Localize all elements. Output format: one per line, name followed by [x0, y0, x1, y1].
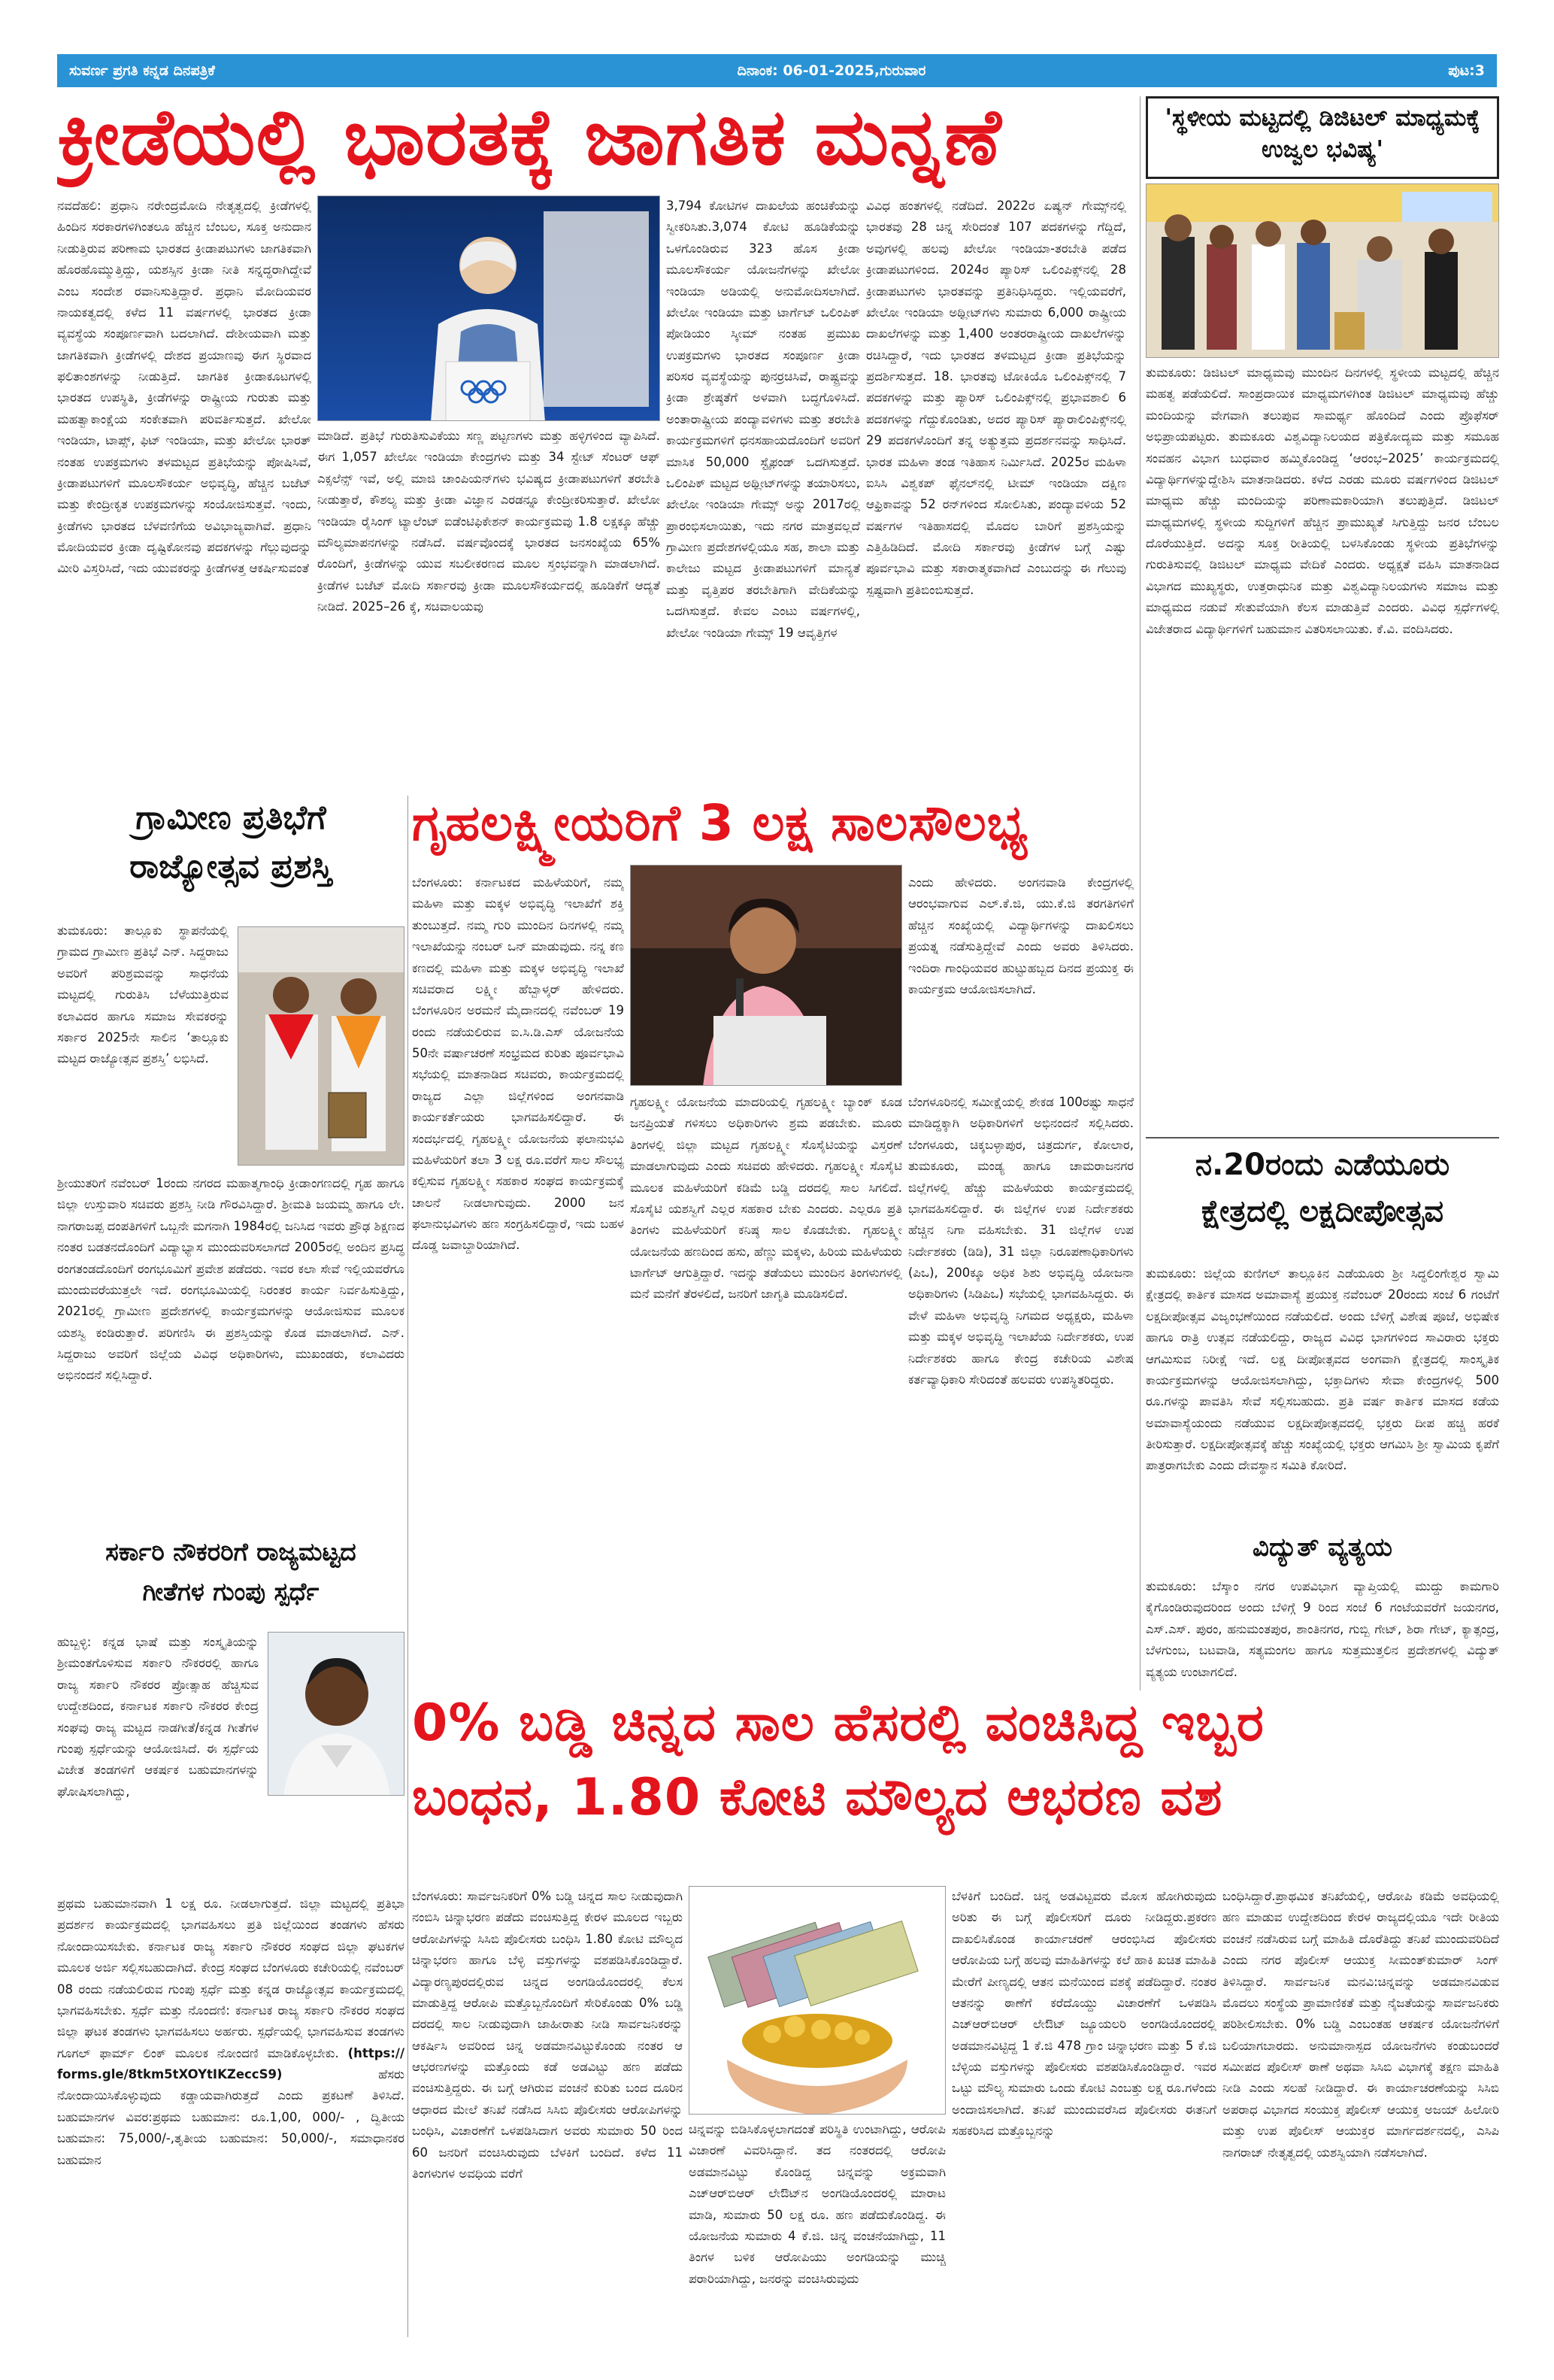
- photo-digital-event: [1146, 183, 1499, 358]
- sports-column-2: ಮಾಡಿದೆ. ಪ್ರತಿಭೆ ಗುರುತಿಸುವಿಕೆಯು ಸಣ್ಣ ಪಟ್ಟಣಗಳು ಮತ್ತು ಹಳ್ಳಿಗಳಿಂದ ವ್ಯಾಪಿಸಿದೆ. ಈಗ 1,057 ಖೇಲೋ ಇಂಡಿಯಾ ಕೇಂದ್ರಗಳು ಮತ್ತು 34 ಸ್ಟೇಟ್ ಸೆಂಟರ್ ಆಫ್ ಎಕ್ಸಲೆನ್ಸ್ ಇವೆ, ಅಲ್ಲಿ ಮಾಜಿ ಚಾಂಪಿಯನ್‌ಗಳು ಭವಿಷ್ಯದ ಕ್ರೀಡಾಪಟುಗಳಿಗೆ ತರಬೇತಿ ನೀಡುತ್ತಾರೆ, ಕೌಶಲ್ಯ ಮತ್ತು ಕ್ರೀಡಾ ವಿಜ್ಞಾನ ಎರಡನ್ನೂ ಕೇಂದ್ರೀಕರಿಸುತ್ತಾರೆ. ಖೇಲೋ ಇಂಡಿಯಾ ರೈಸಿಂಗ್ ಟ್ಯಾಲೆಂಟ್ ಐಡೆಂಟಿಫಿಕೇಶನ್ ಕಾರ್ಯಕ್ರಮವು 1.8 ಲಕ್ಷಕ್ಕೂ ಹೆಚ್ಚು ಮೌಲ್ಯಮಾಪನಗಳನ್ನು ನಡೆಸಿದೆ. ವರ್ಷವೊಂದಕ್ಕೆ ಭಾರತದ ಜನಸಂಖ್ಯೆಯ 65% ರೊಂದಿಗೆ, ಕ್ರೀಡೆಗಳನ್ನು ಯುವ ಸಬಲೀಕರಣದ ಮೂಲ ಸ್ತಂಭವನ್ನಾಗಿ ಮಾಡಲಾಗಿದೆ. ಕ್ರೀಡೆಗಳ ಬಜೆಟ್ ಮೋದಿ ಸರ್ಕಾರವು ಕ್ರೀಡಾ ಮೂಲಸೌಕರ್ಯದಲ್ಲಿ ಹೂಡಿಕೆಗೆ ಆದ್ಯತೆ ನೀಡಿದೆ. 2025–26 ಕ್ಕೆ, ಸಚಿವಾಲಯವು: [317, 429, 660, 614]
- gold-column-4: ಬಂಧಿಸಿದ್ದಾರೆ.ಪ್ರಾಥಮಿಕ ತನಿಖೆಯಲ್ಲಿ, ಆರೋಪಿ ಕಡಿಮೆ ಅವಧಿಯಲ್ಲಿ ಹಣ ಮಾಡುವ ಉದ್ದೇಶದಿಂದ ಕೇರಳ ರಾಜ್ಯದಲ್ಲಿಯೂ ಇದೇ ರೀತಿಯ ವಂಚನೆ ನಡೆಸಿರುವ ಬಗ್ಗೆ ಮಾಹಿತಿ ದೊರೆತಿದ್ದು ತನಿಖೆ ಮುಂದುವರಿದಿದೆ ಎಂದು ನಗರ ಪೊಲೀಸ್ ಆಯುಕ್ತ ಸೀಮಂತ್‌ಕುಮಾರ್ ಸಿಂಗ್ ತಿಳಿಸಿದ್ದಾರೆ. ಸಾರ್ವಜನಿಕ ಮನವಿ:ಚಿನ್ನವನ್ನು ಅಡಮಾನವಿಡುವ ಮೊದಲು ಸಂಸ್ಥೆಯ ಪ್ರಾಮಾಣಿಕತೆ ಮತ್ತು ನೈಜತೆಯನ್ನು ಸಾರ್ವಜನಿಕರು ಪರಿಶೀಲಿಸಬೇಕು. 0% ಬಡ್ಡಿ ಎಂಬಂತಹ ಆಕರ್ಷಕ ಯೋಜನೆಗಳಿಗೆ ಬಲಿಯಾಗಬಾರದು. ಅನುಮಾನಾಸ್ಪದ ಯೋಜನೆಗಳು ಕಂಡುಬಂದರೆ ಸಮೀಪದ ಪೊಲೀಸ್ ಠಾಣೆ ಅಥವಾ ಸಿಸಿಬಿ ವಿಭಾಗಕ್ಕೆ ತಕ್ಷಣ ಮಾಹಿತಿ ನೀಡಿ ಎಂದು ಸಲಹೆ ನೀಡಿದ್ದಾರೆ. ಈ ಕಾರ್ಯಾಚರಣೆಯನ್ನು ಸಿಸಿಬಿ ಅಪರಾಧ ವಿಭಾಗದ ಸಂಯುಕ್ತ ಪೊಲೀಸ್ ಆಯುಕ್ತ ಅಜಯ್ ಹಿಲೋರಿ ಮತ್ತು ಉಪ ಪೊಲೀಸ್ ಆಯುಕ್ತರ ಮಾರ್ಗದರ್ಶನದಲ್ಲಿ, ಎಸಿಪಿ ನಾಗರಾಜ್ ನೇತೃತ್ವದಲ್ಲಿ ಯಶಸ್ವಿಯಾಗಿ ನಡೆಸಲಾಗಿದೆ.: [1222, 1889, 1499, 2160]
- power-column: ತುಮಕೂರು: ಬೆಸ್ಕಾಂ ನಗರ ಉಪವಿಭಾಗ ವ್ಯಾಪ್ತಿಯಲ್ಲಿ ಮುದ್ದು ಕಾಮಗಾರಿ ಕೈಗೊಂಡಿರುವುದರಿಂದ ಅಂದು ಬೆಳಿಗ್ಗೆ 9 ರಿಂದ ಸಂಜೆ 6 ಗಂಟೆಯವರೆಗೆ ಜಯನಗರ, ಎಸ್.ಎಸ್. ಪುರಂ, ಹನುಮಂತಪುರ, ಶಾಂತಿನಗರ, ಗುಬ್ಬಿ ಗೇಟ್, ಶಿರಾ ಗೇಟ್, ಕ್ಯಾತ್ಸಂದ್ರ, ಬೆಳಗುಂಬ, ಬಟವಾಡಿ, ಸತ್ಯಮಂಗಲ ಹಾಗೂ ಸುತ್ತಮುತ್ತಲಿನ ಪ್ರದೇಶಗಳಲ್ಲಿ ವಿದ್ಯುತ್ ವ್ಯತ್ಯಯ ಉಂಟಾಗಲಿದೆ.: [1146, 1579, 1499, 1679]
- headline-yediyur: ನ.20ರಂದು ಎಡೆಯೂರು ಕ್ಷೇತ್ರದಲ್ಲಿ ಲಕ್ಷದೀಪೋತ್ಸವ: [1195, 1148, 1450, 1229]
- minister-speech-image: [631, 866, 902, 1086]
- headline-power: ವಿದ್ಯುತ್ ವ್ಯತ್ಯಯ: [1253, 1533, 1392, 1563]
- gold-column-1: ಬೆಂಗಳೂರು: ಸಾರ್ವಜನಿಕರಿಗೆ 0% ಬಡ್ಡಿ ಚಿನ್ನದ ಸಾಲ ನೀಡುವುದಾಗಿ ನಂಬಿಸಿ ಚಿನ್ನಾಭರಣ ಪಡೆದು ವಂಚಿಸುತ್ತಿದ್ದ ಕೇರಳ ಮೂಲದ ಇಬ್ಬರು ಆರೋಪಿಗಳನ್ನು ಸಿಸಿಬಿ ಪೊಲೀಸರು ಬಂಧಿಸಿ 1.80 ಕೋಟಿ ಮೌಲ್ಯದ ಚಿನ್ನಾಭರಣ ಹಾಗೂ ಬೆಳ್ಳಿ ವಸ್ತುಗಳನ್ನು ವಶಪಡಿಸಿಕೊಂಡಿದ್ದಾರೆ. ವಿದ್ಯಾರಣ್ಯಪುರದಲ್ಲಿರುವ ಚಿನ್ನದ ಅಂಗಡಿಯೊಂದರಲ್ಲಿ ಕೆಲಸ ಮಾಡುತ್ತಿದ್ದ ಆರೋಪಿ ಮತ್ತೊಬ್ಬನೊಂದಿಗೆ ಸೇರಿಕೊಂಡು 0% ಬಡ್ಡಿ ದರದಲ್ಲಿ ಸಾಲ ನೀಡುವುದಾಗಿ ಜಾಹೀರಾತು ನೀಡಿ ಸಾರ್ವಜನಿಕರನ್ನು ಆಕರ್ಷಿಸಿ ಅವರಿಂದ ಚಿನ್ನ ಅಡಮಾನವಿಟ್ಟುಕೊಂಡು ನಂತರ ಆ ಆಭರಣಗಳನ್ನು ಮತ್ತೊಂದು ಕಡೆ ಅಡವಿಟ್ಟು ಹಣ ಪಡೆದು ವಂಚಿಸುತ್ತಿದ್ದರು. ಈ ಬಗ್ಗೆ ಆಗಿರುವ ವಂಚನೆ ಕುರಿತು ಬಂದ ದೂರಿನ ಆಧಾರದ ಮೇಲೆ ತನಿಖೆ ನಡೆಸಿದ ಸಿಸಿಬಿ ಪೊಲೀಸರು ಆರೋಪಿಗಳನ್ನು ಬಂಧಿಸಿ, ವಿಚಾರಣೆಗೆ ಒಳಪಡಿಸಿದಾಗ ಅವರು ಸುಮಾರು 50 ರಿಂದ 60 ಜನರಿಗೆ ವಂಚಿಸಿರುವುದು ಬೆಳಕಿಗೆ ಬಂದಿದೆ. ಕಳೆದ 11 ತಿಂಗಳುಗಳ ಅವಧಿಯ ವರೆಗೆ: [412, 1889, 683, 2181]
- paper-name: ಸುವರ್ಣ ಪ್ರಗತಿ ಕನ್ನಡ ದಿನಪತ್ರಿಕೆ: [69, 62, 215, 79]
- village-column-left: ತುಮಕೂರು: ತಾಲ್ಲೂಕು ಸ್ಥಾಪನೆಯಲ್ಲಿ ಗ್ರಾಮದ ಗ್ರಾಮೀಣ ಪ್ರತಿಭೆ ಎನ್. ಸಿದ್ದರಾಜು ಅವರಿಗೆ ಪರಿಶ್ರಮವನ್ನು ಸಾಧನೆಯ ಮಟ್ಟದಲ್ಲಿ ಗುರುತಿಸಿ ಬೆಳೆಯುತ್ತಿರುವ ಕಲಾವಿದರ ಹಾಗೂ ಸಮಾಜ ಸೇವಕರನ್ನು ಸರ್ಕಾರ 2025ನೇ ಸಾಲಿನ ‘ತಾಲ್ಲೂಕು ಮಟ್ಟದ ರಾಜ್ಯೋತ್ಸವ ಪ್ರಶಸ್ತಿ’ ಲಭಿಸಿದೆ.: [57, 923, 229, 1066]
- loan-column-1: ಬೆಂಗಳೂರು: ಕರ್ನಾಟಕದ ಮಹಿಳೆಯರಿಗೆ, ನಮ್ಮ ಮಹಿಳಾ ಮತ್ತು ಮಕ್ಕಳ ಅಭಿವೃದ್ಧಿ ಇಲಾಖೆಗೆ ಶಕ್ತಿ ತುಂಬುತ್ತದೆ. ನಮ್ಮ ಗುರಿ ಮುಂದಿನ ದಿನಗಳಲ್ಲಿ ನಮ್ಮ ಇಲಾಖೆಯನ್ನು ನಂಬರ್ ಒನ್ ಮಾಡುವುದು. ನನ್ನ ಕಣ ಕಣದಲ್ಲಿ ಮಹಿಳಾ ಮತ್ತು ಮಕ್ಕಳ ಅಭಿವೃದ್ಧಿ ಇಲಾಖೆ ಸಚಿವರಾದ ಲಕ್ಷ್ಮೀ ಹೆಬ್ಬಾಳ್ಕರ್ ಹೇಳಿದರು. ಬೆಂಗಳೂರಿನ ಅರಮನೆ ಮೈದಾನದಲ್ಲಿ ನವೆಂಬರ್ 19 ರಂದು ನಡೆಯಲಿರುವ ಐ.ಸಿ.ಡಿ.ಎಸ್ ಯೋಜನೆಯ 50ನೇ ವರ್ಷಾಚರಣೆ ಸಂಭ್ರಮದ ಕುರಿತು ಪೂರ್ವಭಾವಿ ಸಭೆಯಲ್ಲಿ ಮಾತನಾಡಿದ ಸಚಿವರು, ಕಾರ್ಯಕ್ರಮದಲ್ಲಿ ರಾಜ್ಯದ ಎಲ್ಲಾ ಜಿಲ್ಲೆಗಳಿಂದ ಅಂಗನವಾಡಿ ಕಾರ್ಯಕರ್ತೆಯರು ಭಾಗವಹಿಸಲಿದ್ದಾರೆ. ಈ ಸಂದರ್ಭದಲ್ಲಿ ಗೃಹಲಕ್ಷ್ಮೀ ಯೋಜನೆಯ ಫಲಾನುಭವಿ ಮಹಿಳೆಯರಿಗೆ ತಲಾ 3 ಲಕ್ಷ ರೂ.ವರೆಗೆ ಸಾಲ ಸೌಲಭ್ಯ ಕಲ್ಪಿಸುವ ಗೃಹಲಕ್ಷ್ಮೀ ಸಹಕಾರ ಸಂಘದ ಕಾರ್ಯಕ್ರಮಕ್ಕೆ ಚಾಲನೆ ನೀಡಲಾಗುವುದು. 2000 ಜನ ಫಲಾನುಭವಿಗಳು ಹಣ ಸಂಗ್ರಹಿಸಲಿದ್ದಾರೆ, ಇದು ಬಹಳ ದೊಡ್ಡ ಜವಾಬ್ದಾರಿಯಾಗಿದೆ.: [412, 875, 624, 1253]
- page-number: ಪುಟ:3: [1448, 62, 1485, 79]
- photo-minister-speech: [630, 865, 902, 1086]
- sports-column-1: ನವದೆಹಲಿ: ಪ್ರಧಾನಿ ನರೇಂದ್ರಮೋದಿ ನೇತೃತ್ವದಲ್ಲಿ ಕ್ರೀಡೆಗಳಲ್ಲಿ ಹಿಂದಿನ ಸರಕಾರಗಳಿಗಿಂತಲೂ ಹೆಚ್ಚಿನ ಬೆಂಬಲ, ಸೂಕ್ತ ಅನುದಾನ ನೀಡುತ್ತಿರುವ ಪರಿಣಾಮ ಭಾರತದ ಕ್ರೀಡಾಪಟುಗಳು ಜಾಗತಿಕವಾಗಿ ಹೊರಹೊಮ್ಮುತ್ತಿದ್ದು, ಯಶಸ್ಸಿನ ಕ್ರೀಡಾ ನೀತಿ ಸನ್ನದ್ಧರಾಗಿದ್ದೇವೆ ಎಂಬ ಸಂದೇಶ ರವಾನಿಸುತ್ತಿದ್ದಾರೆ. ಪ್ರಧಾನಿ ಮೋದಿಯವರ ನಾಯಕತ್ವದಲ್ಲಿ ಕಳೆದ 11 ವರ್ಷಗಳಲ್ಲಿ ಭಾರತದ ಕ್ರೀಡಾ ವ್ಯವಸ್ಥೆಯ ಸಂಪೂರ್ಣವಾಗಿ ಬದಲಾಗಿದೆ. ದೇಶೀಯವಾಗಿ ಮತ್ತು ಜಾಗತಿಕವಾಗಿ ಕ್ರೀಡೆಗಳಲ್ಲಿ ದೇಶದ ಪ್ರಯಾಣವು ಈಗ ಸ್ಥಿರವಾದ ಫಲಿತಾಂಶಗಳನ್ನು ನೀಡುತ್ತಿದೆ. ಜಾಗತಿಕ ಕ್ರೀಡಾಕೂಟಗಳಲ್ಲಿ ಭಾರತದ ಉಪಸ್ಥಿತಿ, ಕ್ರೀಡೆಗಳನ್ನು ರಾಷ್ಟ್ರೀಯ ಗುರುತು ಮತ್ತು ಮಹತ್ವಾಕಾಂಕ್ಷೆಯ ಸಂಕೇತವಾಗಿ ಪರಿವರ್ತಿಸುತ್ತದೆ. ಖೇಲೋ ಇಂಡಿಯಾ, ಟಾಪ್ಸ್, ಫಿಟ್ ಇಂಡಿಯಾ, ಮತ್ತು ಖೇಲೋ ಭಾರತ್ ನಂತಹ ಉಪಕ್ರಮಗಳು ತಳಮಟ್ಟದ ಪ್ರತಿಭೆಯನ್ನು ಪೋಷಿಸಿವೆ, ಕ್ರೀಡಾಪಟುಗಳಿಗೆ ಮೂಲಸೌಕರ್ಯ ಅಭಿವೃದ್ಧಿ, ಹೆಚ್ಚಿನ ಬಜೆಟ್ ಮತ್ತು ಕೇಂದ್ರೀಕೃತ ಉಪಕ್ರಮಗಳನ್ನು ಸಂಯೋಜಿಸುತ್ತವೆ. ಇಂದು, ಕ್ರೀಡೆಗಳು ಭಾರತದ ಬೆಳವಣಿಗೆಯ ಅವಿಭಾಜ್ಯವಾಗಿವೆ. ಪ್ರಧಾನಿ ಮೋದಿಯವರ ಕ್ರೀಡಾ ದೃಷ್ಟಿಕೋನವು ಪದಕಗಳನ್ನು ಗೆಲ್ಲುವುದನ್ನು ಮೀರಿ ವಿಸ್ತರಿಸಿದೆ, ಇದು ಯುವಕರನ್ನು ಕ್ರೀಡೆಗಳತ್ತ ಆಕರ್ಷಿಸುವಂತೆ: [57, 199, 311, 576]
- column-rule: [407, 796, 408, 2337]
- gold-column-2-bottom: ಚಿನ್ನವನ್ನು ಬಿಡಿಸಿಕೊಳ್ಳಲಾಗದಂತೆ ಪರಿಸ್ಥಿತಿ ಉಂಟಾಗಿದ್ದು, ಆರೋಪಿ ವಿಚಾರಣೆ ವಿವರಿಸಿದ್ದಾನೆ. ತದ ನಂತರದಲ್ಲಿ ಆರೋಪಿ ಅಡಮಾನವಿಟ್ಟು ಕೊಂಡಿದ್ದ ಚಿನ್ನವನ್ನು ಅಕ್ರಮವಾಗಿ ಎಚ್‌ಆರ್‌ಬಿಆರ್ ಲೇಔಟ್‌ನ ಅಂಗಡಿಯೊಂದರಲ್ಲಿ ಮಾರಾಟ ಮಾಡಿ, ಸುಮಾರು 50 ಲಕ್ಷ ರೂ. ಹಣ ಪಡೆದುಕೊಂಡಿದ್ದ. ಈ ಯೋಜನೆಯ ಸುಮಾರು 4 ಕೆ.ಜಿ. ಚಿನ್ನ ವಂಚನೆಯಾಗಿದ್ದು, 11 ತಿಂಗಳ ಬಳಿಕ ಆರೋಪಿಯು ಅಂಗಡಿಯನ್ನು ಮುಚ್ಚಿ ಪರಾರಿಯಾಗಿದ್ದು, ಜನರನ್ನು ವಂಚಿಸಿರುವುದು: [689, 2122, 946, 2286]
- masthead-bar: [57, 54, 1497, 87]
- headline-loan: ಗೃಹಲಕ್ಷ್ಮೀಯರಿಗೆ 3 ಲಕ್ಷ ಸಾಲಸೌಲಭ್ಯ: [412, 797, 1028, 852]
- divider-yediyur: [1146, 1137, 1499, 1138]
- headline-govtjob: ಸರ್ಕಾರಿ ನೌಕರರಿಗೆ ರಾಜ್ಯಮಟ್ಟದ ಗೀತೆಗಳ ಗುಂಪು ಸ್ಪರ್ಧೆ: [105, 1537, 356, 1606]
- digital-event-image: [1147, 184, 1499, 358]
- loan-column-2-top: ಎಂದು ಹೇಳಿದರು. ಅಂಗನವಾಡಿ ಕೇಂದ್ರಗಳಲ್ಲಿ ಆರಂಭವಾಗುವ ಎಲ್.ಕೆ.ಜಿ, ಯು.ಕೆ.ಜಿ ತರಗತಿಗಳಿಗೆ ಹೆಚ್ಚಿನ ಸಂಖ್ಯೆಯಲ್ಲಿ ವಿದ್ಯಾರ್ಥಿಗಳನ್ನು ದಾಖಲಿಸಲು ಪ್ರಯತ್ನ ನಡೆಸುತ್ತಿದ್ದೇವೆ ಎಂದು ಅವರು ತಿಳಿಸಿದರು. ಇಂದಿರಾ ಗಾಂಧಿಯವರ ಹುಟ್ಟುಹಬ್ಬದ ದಿನದ ಪ್ರಯುಕ್ತ ಈ ಕಾರ್ಯಕ್ರಮ ಆಯೋಜಿಸಲಾಗಿದೆ.: [908, 875, 1134, 996]
- village-award-image: [238, 927, 404, 1166]
- registration-link[interactable]: (https:// forms.gle/8tkm5tXOYtIKZeccS9): [57, 2045, 404, 2081]
- sports-column-3: 3,794 ಕೋಟಿಗಳ ದಾಖಲೆಯ ಹಂಚಿಕೆಯನ್ನು ಸ್ವೀಕರಿಸಿತು.3,074 ಕೋಟಿ ಹೂಡಿಕೆಯನ್ನು ಒಳಗೊಂಡಿರುವ 323 ಹೊಸ ಕ್ರೀಡಾ ಮೂಲಸೌಕರ್ಯ ಯೋಜನೆಗಳನ್ನು ಖೇಲೋ ಇಂಡಿಯಾ ಅಡಿಯಲ್ಲಿ ಅನುಮೋದಿಸಲಾಗಿದೆ. ಖೇಲೋ ಇಂಡಿಯಾ ಮತ್ತು ಟಾರ್ಗೆಟ್ ಒಲಿಂಪಿಕ್ ಪೋಡಿಯಂ ಸ್ಕೀಮ್ ನಂತಹ ಪ್ರಮುಖ ಉಪಕ್ರಮಗಳು ಭಾರತದ ಸಂಪೂರ್ಣ ಕ್ರೀಡಾ ಪರಿಸರ ವ್ಯವಸ್ಥೆಯನ್ನು ಪುನರ್ರಚಿಸಿವೆ, ರಾಷ್ಟ್ರವನ್ನು ಕ್ರೀಡಾ ಶ್ರೇಷ್ಠತೆಗೆ ಅಳವಾಗಿ ಬದ್ಧಗೊಳಿಸಿದೆ. ಅಂತಾರಾಷ್ಟ್ರೀಯ ಪಂದ್ಯಾವಳಿಗಳು ಮತ್ತು ತರಬೇತಿ ಕಾರ್ಯಕ್ರಮಗಳಿಗೆ ಧನಸಹಾಯದೊಂದಿಗೆ ಅವರಿಗೆ ಮಾಸಿಕ 50,000 ಸ್ಟೈಫಂಡ್ ಒದಗಿಸುತ್ತದೆ. ಒಲಿಂಪಿಕ್ ಮಟ್ಟದ ಅಥ್ಲೀಟ್‌ಗಳನ್ನು ತಯಾರಿಸಲು, ಖೇಲೋ ಇಂಡಿಯಾ ಗೇಮ್ಸ್ ಅನ್ನು 2017ರಲ್ಲಿ ಪ್ರಾರಂಭಿಸಲಾಯಿತು, ಇದು ನಗರ ಮಾತ್ರವಲ್ಲದೆ ಗ್ರಾಮೀಣ ಪ್ರದೇಶಗಳಲ್ಲಿಯೂ ಸಹ, ಶಾಲಾ ಮತ್ತು ಕಾಲೇಜು ಮಟ್ಟದ ಕ್ರೀಡಾಪಟುಗಳಿಗೆ ಮಾನ್ಯತೆ ಮತ್ತು ವೃತ್ತಿಪರ ತರಬೇತಿಗಾಗಿ ವೇದಿಕೆಯನ್ನು ಒದಗಿಸುತ್ತದೆ. ಕೇವಲ ಎಂಟು ವರ್ಷಗಳಲ್ಲಿ, ಖೇಲೋ ಇಂಡಿಯಾ ಗೇಮ್ಸ್ 19 ಆವೃತ್ತಿಗಳ: [666, 199, 860, 640]
- headline-village: ಗ್ರಾಮೀಣ ಪ್ರತಿಭೆಗೆ ರಾಜ್ಯೋತ್ಸವ ಪ್ರಶಸ್ತಿ: [129, 799, 332, 887]
- issue-date: ದಿನಾಂಕ: 06-01-2025,ಗುರುವಾರ: [737, 62, 926, 79]
- gold-cash-image: [689, 1887, 946, 2115]
- photo-govtjob-portrait: [268, 1632, 404, 1796]
- digital-column: ತುಮಕೂರು: ಡಿಜಿಟಲ್ ಮಾಧ್ಯಮವು ಮುಂದಿನ ದಿನಗಳಲ್ಲಿ ಸ್ಥಳೀಯ ಮಟ್ಟದಲ್ಲಿ ಹೆಚ್ಚಿನ ಮಹತ್ವ ಪಡೆಯಲಿದೆ. ಸಾಂಪ್ರದಾಯಿಕ ಮಾಧ್ಯಮಗಳಿಗಿಂತ ಡಿಜಿಟಲ್ ಮಾಧ್ಯಮವು ಹೆಚ್ಚು ಮಂದಿಯನ್ನು ವೇಗವಾಗಿ ತಲುಪುವ ಸಾಮರ್ಥ್ಯ ಹೊಂದಿದೆ ಎಂದು ಪ್ರೊಫೆಸರ್ ಅಭಿಪ್ರಾಯಪಟ್ಟರು. ತುಮಕೂರು ವಿಶ್ವವಿದ್ಯಾನಿಲಯದ ಪತ್ರಿಕೋದ್ಯಮ ಮತ್ತು ಸಮೂಹ ಸಂವಹನ ವಿಭಾಗ ಬುಧವಾರ ಹಮ್ಮಿಕೊಂಡಿದ್ದ ‘ಆರಂಭ–2025’ ಕಾರ್ಯಕ್ರಮದಲ್ಲಿ ವಿದ್ಯಾರ್ಥಿಗಳನ್ನುದ್ದೇಶಿಸಿ ಮಾತನಾಡಿದರು. ಕಳೆದ ಎರಡು ಮೂರು ವರ್ಷಗಳಿಂದ ಡಿಜಿಟಲ್ ಮಾಧ್ಯಮ ಹೆಚ್ಚು ಮಂದಿಯನ್ನು ಪರಿಣಾಮಕಾರಿಯಾಗಿ ತಲುಪುತ್ತಿದೆ. ಡಿಜಿಟಲ್ ಮಾಧ್ಯಮಗಳಲ್ಲಿ ಸ್ಥಳೀಯ ಸುದ್ದಿಗಳಿಗೆ ಹೆಚ್ಚಿನ ಪ್ರಾಮುಖ್ಯತೆ ಸಿಗುತ್ತಿದ್ದು ಜನರ ಬೆಂಬಲ ದೊರೆಯುತ್ತಿದೆ. ಅದನ್ನು ಸೂಕ್ತ ರೀತಿಯಲ್ಲಿ ಬಳಸಿಕೊಂಡು ಸ್ಥಳೀಯ ಪ್ರತಿಭೆಗಳನ್ನು ಗುರುತಿಸುವಲ್ಲಿ ಡಿಜಿಟಲ್ ಮಾಧ್ಯಮ ವೇದಿಕೆ ಎಂದರು. ಅಧ್ಯಕ್ಷತೆ ವಹಿಸಿ ಮಾತನಾಡಿದ ವಿಭಾಗದ ಮುಖ್ಯಸ್ಥರು, ಉತ್ತರಾಧುನಿಕ ಮತ್ತು ವಿಶ್ವವಿದ್ಯಾನಿಲಯಗಳು ಸಮಾಜ ಮತ್ತು ಮಾಧ್ಯಮದ ನಡುವೆ ಸೇತುವೆಯಾಗಿ ಕೆಲಸ ಮಾಡುತ್ತಿವೆ ಎಂದರು. ವಿವಿಧ ಸ್ಪರ್ಧೆಗಳಲ್ಲಿ ವಿಜೇತರಾದ ವಿದ್ಯಾರ್ಥಿಗಳಿಗೆ ಬಹುಮಾನ ವಿತರಿಸಲಾಯಿತು. ಕೆ.ವಿ. ವಂದಿಸಿದರು.: [1146, 365, 1499, 636]
- govtjob-column-left: ಹುಬ್ಬಳ್ಳಿ: ಕನ್ನಡ ಭಾಷೆ ಮತ್ತು ಸಂಸ್ಕೃತಿಯನ್ನು ಶ್ರೀಮಂತಗೊಳಿಸುವ ಸರ್ಕಾರಿ ನೌಕರರಲ್ಲಿ ಹಾಗೂ ರಾಜ್ಯ ಸರ್ಕಾರಿ ನೌಕರರ ಪ್ರೋತ್ಸಾಹ ಹೆಚ್ಚಿಸುವ ಉದ್ದೇಶದಿಂದ, ಕರ್ನಾಟಕ ಸರ್ಕಾರಿ ನೌಕರರ ಕೇಂದ್ರ ಸಂಘವು ರಾಜ್ಯ ಮಟ್ಟದ ನಾಡಗೀತೆ/ಕನ್ನಡ ಗೀತೆಗಳ ಗುಂಪು ಸ್ಪರ್ಧೆಯನ್ನು ಆಯೋಜಿಸಿದೆ. ಈ ಸ್ಪರ್ಧೆಯ ವಿಜೇತ ತಂಡಗಳಿಗೆ ಆಕರ್ಷಕ ಬಹುಮಾನಗಳನ್ನು ಘೋಷಿಸಲಾಗಿದ್ದು,: [57, 1635, 259, 1799]
- photo-pm-speech: [317, 196, 660, 421]
- govtjob-column-full: ಪ್ರಥಮ ಬಹುಮಾನವಾಗಿ 1 ಲಕ್ಷ ರೂ. ನೀಡಲಾಗುತ್ತದೆ. ಜಿಲ್ಲಾ ಮಟ್ಟದಲ್ಲಿ ಪ್ರತಿಭಾ ಪ್ರದರ್ಶನ ಕಾರ್ಯಕ್ರಮದಲ್ಲಿ ಭಾಗವಹಿಸಲು ಪ್ರತಿ ಜಿಲ್ಲೆಯಿಂದ ತಂಡಗಳು ಹೆಸರು ನೋಂದಾಯಿಸಬೇಕು. ಕರ್ನಾಟಕ ರಾಜ್ಯ ಸರ್ಕಾರಿ ನೌಕರರ ಸಂಘದ ಜಿಲ್ಲಾ ಘಟಕಗಳ ಮೂಲಕ ಅರ್ಜಿ ಸಲ್ಲಿಸಬಹುದಾಗಿದೆ. ಕೇಂದ್ರ ಸಂಘದ ಬೆಂಗಳೂರು ಕಚೇರಿಯಲ್ಲಿ ನವೆಂಬರ್ 08 ರಂದು ನಡೆಯಲಿರುವ ಗುಂಪು ಸ್ಪರ್ಧೆ ಮತ್ತು ಕನ್ನಡ ರಾಜ್ಯೋತ್ಸವ ಕಾರ್ಯಕ್ರಮದಲ್ಲಿ ಭಾಗವಹಿಸಬೇಕು. ಸ್ಪರ್ಧೆ ಮತ್ತು ನೊಂದಣಿ: ಕರ್ನಾಟಕ ರಾಜ್ಯ ಸರ್ಕಾರಿ ನೌಕರರ ಸಂಘದ ಜಿಲ್ಲಾ ಘಟಕ ತಂಡಗಳು ಭಾಗವಹಿಸಲು ಅರ್ಹರು. ಸ್ಪರ್ಧೆಯಲ್ಲಿ ಭಾಗವಹಿಸುವ ತಂಡಗಳು ಗೂಗಲ್ ಫಾರ್ಮ್ ಲಿಂಕ್ ಮೂಲಕ ನೋಂದಣಿ ಮಾಡಿಕೊಳ್ಳಬೇಕು. (https:// forms.gle/8tkm5tXOYtIKZeccS9) ಹೆಸರು ನೋಂದಾಯಿಸಿಕೊಳ್ಳುವುದು ಕಡ್ಡಾಯವಾಗಿರುತ್ತದೆ ಎಂದು ಪ್ರಕಟಣೆ ತಿಳಿಸಿದೆ. ಬಹುಮಾನಗಳ ವಿವರ:ಪ್ರಥಮ ಬಹುಮಾನ: ರೂ.1,00, 000/- , ದ್ವಿತೀಯ ಬಹುಮಾನ: 75,000/-,ತೃತೀಯ ಬಹುಮಾನ: 50,000/-, ಸಮಾಧಾನಕರ ಬಹುಮಾನ: [57, 1896, 404, 2167]
- column-rule: [1140, 96, 1141, 1690]
- photo-gold-cash: [689, 1886, 946, 2115]
- sports-column-4: ವಿವಿಧ ಹಂತಗಳಲ್ಲಿ ನಡೆದಿದೆ. 2022ರ ಏಷ್ಯನ್ ಗೇಮ್ಸ್‌ನಲ್ಲಿ ಭಾರತವು 28 ಚಿನ್ನ ಸೇರಿದಂತೆ 107 ಪದಕಗಳನ್ನು ಗೆದ್ದಿದೆ, ಅವುಗಳಲ್ಲಿ ಹಲವು ಖೇಲೋ ಇಂಡಿಯಾ-ತರಬೇತಿ ಪಡೆದ ಕ್ರೀಡಾಪಟುಗಳಿಂದ. 2024ರ ಪ್ಯಾರಿಸ್ ಒಲಿಂಪಿಕ್ಸ್‌ನಲ್ಲಿ 28 ಕ್ರೀಡಾಪಟುಗಳು ಭಾರತವನ್ನು ಪ್ರತಿನಿಧಿಸಿದ್ದರು. ಇಲ್ಲಿಯವರೆಗೆ, ಖೇಲೋ ಇಂಡಿಯಾ ಅಥ್ಲೀಟ್‌ಗಳು ಸುಮಾರು 6,000 ರಾಷ್ಟ್ರೀಯ ದಾಖಲೆಗಳನ್ನು ಮತ್ತು 1,400 ಅಂತರರಾಷ್ಟ್ರೀಯ ದಾಖಲೆಗಳನ್ನು ರಚಿಸಿದ್ದಾರೆ, ಇದು ಭಾರತದ ತಳಮಟ್ಟದ ಕ್ರೀಡಾ ಪ್ರತಿಭೆಯನ್ನು ಪ್ರದರ್ಶಿಸುತ್ತದೆ. 18. ಭಾರತವು ಟೋಕಿಯೊ ಒಲಿಂಪಿಕ್ಸ್‌ನಲ್ಲಿ 7 ಪದಕಗಳನ್ನು ಮತ್ತು ಪ್ಯಾರಿಸ್ ಒಲಿಂಪಿಕ್ಸ್‌ನಲ್ಲಿ ಪ್ರಭಾವಶಾಲಿ 6 ಪದಕಗಳನ್ನು ಗೆದ್ದುಕೊಂಡಿತು, ಅದರ ಪ್ಯಾರಿಸ್ ಪ್ಯಾರಾಲಿಂಪಿಕ್ಸ್‌ನಲ್ಲಿ 29 ಪದಕಗಳೊಂದಿಗೆ ತನ್ನ ಅತ್ಯುತ್ತಮ ಪ್ರದರ್ಶನವನ್ನು ಸಾಧಿಸಿದೆ. ಭಾರತ ಮಹಿಳಾ ತಂಡ ಇತಿಹಾಸ ನಿರ್ಮಿಸಿದೆ. 2025ರ ಮಹಿಳಾ ಐಸಿಸಿ ವಿಶ್ವಕಪ್ ಫೈನಲ್‌ನಲ್ಲಿ ಟೀಮ್ ಇಂಡಿಯಾ ದಕ್ಷಿಣ ಆಫ್ರಿಕಾವನ್ನು 52 ರನ್‌ಗಳಿಂದ ಸೋಲಿಸಿತು, ಪಂದ್ಯಾವಳಿಯ 52 ವರ್ಷಗಳ ಇತಿಹಾಸದಲ್ಲಿ ಮೊದಲ ಬಾರಿಗೆ ಪ್ರಶಸ್ತಿಯನ್ನು ಎತ್ತಿಹಿಡಿದಿದೆ. ಮೋದಿ ಸರ್ಕಾರವು ಕ್ರೀಡೆಗಳ ಬಗ್ಗೆ ಎಷ್ಟು ಪೂರ್ವಭಾವಿ ಮತ್ತು ಸಕಾರಾತ್ಮಕವಾಗಿದೆ ಎಂಬುದನ್ನು ಈ ಗೆಲುವು ಸ್ಪಷ್ಟವಾಗಿ ಪ್ರತಿಬಿಂಬಿಸುತ್ತದೆ.: [866, 199, 1126, 597]
- headline-gold: 0% ಬಡ್ಡಿ ಚಿನ್ನದ ಸಾಲ ಹೆಸರಲ್ಲಿ ವಂಚಿಸಿದ್ದ ಇಬ್ಬರ ಬಂಧನ, 1.80 ಕೋಟಿ ಮೌಲ್ಯದ ಆಭರಣ ವಶ: [412, 1696, 1265, 1828]
- yediyur-column: ತುಮಕೂರು: ಜಿಲ್ಲೆಯ ಕುಣಿಗಲ್ ತಾಲ್ಲೂಕಿನ ಎಡೆಯೂರು ಶ್ರೀ ಸಿದ್ಧಲಿಂಗೇಶ್ವರ ಸ್ವಾಮಿ ಕ್ಷೇತ್ರದಲ್ಲಿ ಕಾರ್ತಿಕ ಮಾಸದ ಅಮಾವಾಸ್ಯೆ ಪ್ರಯುಕ್ತ ನವೆಂಬರ್ 20ರಂದು ಸಂಜೆ 6 ಗಂಟೆಗೆ ಲಕ್ಷದೀಪೋತ್ಸವ ವಿಜೃಂಭಣೆಯಿಂದ ನಡೆಯಲಿದೆ. ಅಂದು ಬೆಳಿಗ್ಗೆ ವಿಶೇಷ ಪೂಜೆ, ಅಭಿಷೇಕ ಹಾಗೂ ರಾತ್ರಿ ಉತ್ಸವ ನಡೆಯಲಿದ್ದು, ರಾಜ್ಯದ ವಿವಿಧ ಭಾಗಗಳಿಂದ ಸಾವಿರಾರು ಭಕ್ತರು ಆಗಮಿಸುವ ನಿರೀಕ್ಷೆ ಇದೆ. ಲಕ್ಷ ದೀಪೋತ್ಸವದ ಅಂಗವಾಗಿ ಕ್ಷೇತ್ರದಲ್ಲಿ ಸಾಂಸ್ಕೃತಿಕ ಕಾರ್ಯಕ್ರಮಗಳನ್ನು ಆಯೋಜಿಸಲಾಗಿದ್ದು, ಭಕ್ತಾದಿಗಳು ಸೇವಾ ಕೇಂದ್ರಗಳಲ್ಲಿ 500 ರೂ.ಗಳನ್ನು ಪಾವತಿಸಿ ಸೇವೆ ಸಲ್ಲಿಸಬಹುದು. ಪ್ರತಿ ವರ್ಷ ಕಾರ್ತಿಕ ಮಾಸದ ಕಡೆಯ ಅಮಾವಾಸ್ಯೆಯಂದು ನಡೆಯುವ ಲಕ್ಷದೀಪೋತ್ಸವದಲ್ಲಿ ಭಕ್ತರು ದೀಪ ಹಚ್ಚಿ ಹರಕೆ ತೀರಿಸುತ್ತಾರೆ. ಲಕ್ಷದೀಪೋತ್ಸವಕ್ಕೆ ಹೆಚ್ಚು ಸಂಖ್ಯೆಯಲ್ಲಿ ಭಕ್ತರು ಆಗಮಿಸಿ ಶ್ರೀ ಸ್ವಾಮಿಯ ಕೃಪೆಗೆ ಪಾತ್ರರಾಗಬೇಕು ಎಂದು ದೇವಸ್ಥಾನ ಸಮಿತಿ ಕೋರಿದೆ.: [1146, 1266, 1499, 1473]
- photo-village-award: [238, 926, 404, 1166]
- pm-speech-image: [318, 196, 660, 421]
- headline-digital-box: 'ಸ್ಥಳೀಯ ಮಟ್ಟದಲ್ಲಿ ಡಿಜಿಟಲ್ ಮಾಧ್ಯಮಕ್ಕೆ ಉಜ್ವಲ ಭವಿಷ್ಯ': [1146, 96, 1499, 179]
- headline-sports: ಕ್ರೀಡೆಯಲ್ಲಿ ಭಾರತಕ್ಕೆ ಜಾಗತಿಕ ಮನ್ನಣೆ: [57, 96, 1002, 183]
- loan-column-3: ಬೆಂಗಳೂರಿನಲ್ಲಿ ಸಮೀಕ್ಷೆಯಲ್ಲಿ ಶೇಕಡ 100ರಷ್ಟು ಸಾಧನೆ ಮಾಡಿದ್ದಕ್ಕಾಗಿ ಅಧಿಕಾರಿಗಳಿಗೆ ಅಭಿನಂದನೆ ಸಲ್ಲಿಸಿದರು. ಬೆಂಗಳೂರು, ಚಿಕ್ಕಬಳ್ಳಾಪುರ, ಚಿತ್ರದುರ್ಗ, ಕೋಲಾರ, ತುಮಕೂರು, ಮಂಡ್ಯ ಹಾಗೂ ಚಾಮರಾಜನಗರ ಜಿಲ್ಲೆಗಳಲ್ಲಿ ಹೆಚ್ಚು ಮಹಿಳೆಯರು ಕಾರ್ಯಕ್ರಮದಲ್ಲಿ ಭಾಗವಹಿಸಲಿದ್ದಾರೆ. ಈ ಜಿಲ್ಲೆಗಳ ಉಪ ನಿರ್ದೇಶಕರು ಹೆಚ್ಚಿನ ನಿಗಾ ವಹಿಸಬೇಕು. 31 ಜಿಲ್ಲೆಗಳ ಉಪ ನಿರ್ದೇಶಕರು (ಡಿಡಿ), 31 ಜಿಲ್ಲಾ ನಿರೂಪಣಾಧಿಕಾರಿಗಳು (ಪಿಒ), 200ಕ್ಕೂ ಅಧಿಕ ಶಿಶು ಅಭಿವೃದ್ಧಿ ಯೋಜನಾ ಅಧಿಕಾರಿಗಳು (ಸಿಡಿಪಿಒ) ಸಭೆಯಲ್ಲಿ ಭಾಗವಹಿಸಿದ್ದರು. ಈ ವೇಳೆ ಮಹಿಳಾ ಅಭಿವೃದ್ಧಿ ನಿಗಮದ ಅಧ್ಯಕ್ಷರು, ಮಹಿಳಾ ಮತ್ತು ಮಕ್ಕಳ ಅಭಿವೃದ್ಧಿ ಇಲಾಖೆಯ ನಿರ್ದೇಶಕರು, ಉಪ ನಿರ್ದೇಶಕರು ಹಾಗೂ ಕೇಂದ್ರ ಕಚೇರಿಯ ವಿಶೇಷ ಕರ್ತವ್ಯಾಧಿಕಾರಿ ಸೇರಿದಂತೆ ಹಲವರು ಉಪಸ್ಥಿತರಿದ್ದರು.: [908, 1095, 1134, 1387]
- village-column-full: ಶ್ರೀಯುತರಿಗೆ ನವೆಂಬರ್ 1ರಂದು ನಗರದ ಮಹಾತ್ಮಗಾಂಧಿ ಕ್ರೀಡಾಂಗಣದಲ್ಲಿ ಗೃಹ ಹಾಗೂ ಜಿಲ್ಲಾ ಉಸ್ತುವಾರಿ ಸಚಿವರು ಪ್ರಶಸ್ತಿ ನೀಡಿ ಗೌರವಿಸಿದ್ದಾರೆ. ಶ್ರೀಮತಿ ಜಯಮ್ಮ ಹಾಗೂ ಲೇ. ನಾಗರಾಜಪ್ಪ ದಂಪತಿಗಳಿಗೆ ಒಬ್ಬನೇ ಮಗನಾಗಿ 1984ರಲ್ಲಿ ಜನಿಸಿದ ಇವರು ಪ್ರೌಢ ಶಿಕ್ಷಣದ ನಂತರ ಬಡತನದೊಂದಿಗೆ ವಿದ್ಯಾಭ್ಯಾಸ ಮುಂದುವರಿಸಲಾಗದೆ 2005ರಲ್ಲಿ ಅಂದಿನ ಪ್ರಸಿದ್ಧ ರಂಗತಂಡದೊಂದಿಗೆ ರಂಗಭೂಮಿಗೆ ಪ್ರವೇಶ ಪಡೆದರು. ಇವರ ಕಲಾ ಸೇವೆ ಇಲ್ಲಿಯವರೆಗೂ ಮುಂದುವರೆಯುತ್ತಲೇ ಇದೆ. ರಂಗಭೂಮಿಯಲ್ಲಿ ನಿರಂತರ ಕಾರ್ಯ ನಿರ್ವಹಿಸುತ್ತಿದ್ದು, 2021ರಲ್ಲಿ ಗ್ರಾಮೀಣ ಪ್ರದೇಶಗಳಲ್ಲಿ ಕಾರ್ಯಕ್ರಮಗಳನ್ನು ಆಯೋಜಿಸುವ ಮೂಲಕ ಯಶಸ್ವಿ ಕಂಡಿರುತ್ತಾರೆ. ಪರಿಗಣಿಸಿ ಈ ಪ್ರಶಸ್ತಿಯನ್ನು ಕೊಡ ಮಾಡಲಾಗಿದೆ. ಎನ್. ಸಿದ್ದರಾಜು ಅವರಿಗೆ ಜಿಲ್ಲೆಯ ವಿವಿಧ ಅಧಿಕಾರಿಗಳು, ಮುಖಂಡರು, ಕಲಾವಿದರು ಅಭಿನಂದನೆ ಸಲ್ಲಿಸಿದ್ದಾರೆ.: [57, 1176, 404, 1383]
- gold-column-3: ಬೆಳಕಿಗೆ ಬಂದಿದೆ. ಚಿನ್ನ ಅಡವಿಟ್ಟವರು ಮೋಸ ಹೋಗಿರುವುದು ಅರಿತು ಈ ಬಗ್ಗೆ ಪೊಲೀಸರಿಗೆ ದೂರು ನೀಡಿದ್ದರು.ಪ್ರಕರಣ ದಾಖಲಿಸಿಕೊಂಡ ಕಾರ್ಯಾಚರಣೆ ಆರಂಭಿಸಿದ ಪೊಲೀಸರು ಆರೋಪಿಯ ಬಗ್ಗೆ ಹಲವು ಮಾಹಿತಿಗಳನ್ನು ಕಲೆ ಹಾಕಿ ಖಚಿತ ಮಾಹಿತಿ ಮೇರೆಗೆ ಪೀಣ್ಯದಲ್ಲಿ ಆತನ ಮನೆಯಿಂದ ವಶಕ್ಕೆ ಪಡೆದಿದ್ದಾರೆ. ನಂತರ ಆತನನ್ನು ಠಾಣೆಗೆ ಕರೆದೊಯ್ದು ವಿಚಾರಣೆಗೆ ಒಳಪಡಿಸಿ ಎಚ್‌ಆರ್‌ಬಿಆರ್ ಲೇಔಟ್ ಜ್ಯೂಯಲರಿ ಅಂಗಡಿಯೊಂದರಲ್ಲಿ ಅಡಮಾನವಿಟ್ಟಿದ್ದ 1 ಕೆ.ಜಿ 478 ಗ್ರಾಂ ಚಿನ್ನಾಭರಣ ಮತ್ತು 5 ಕೆ.ಜಿ ಬೆಳ್ಳಿಯ ವಸ್ತುಗಳನ್ನು ಪೊಲೀಸರು ವಶಪಡಿಸಿಕೊಂಡಿದ್ದಾರೆ. ಇವರ ಒಟ್ಟು ಮೌಲ್ಯ ಸುಮಾರು ಒಂದು ಕೋಟಿ ಎಂಬತ್ತು ಲಕ್ಷ ರೂ.ಗಳೆಂದು ಅಂದಾಜಿಸಲಾಗಿದೆ. ತನಿಖೆ ಮುಂದುವರೆಸಿದ ಪೊಲೀಸರು ಈತನಿಗೆ ಸಹಕರಿಸಿದ ಮತ್ತೊಬ್ಬನನ್ನು: [952, 1889, 1216, 2139]
- govtjob-portrait-image: [268, 1633, 404, 1796]
- loan-column-2-bottom: ಗೃಹಲಕ್ಷ್ಮೀ ಯೋಜನೆಯ ಮಾದರಿಯಲ್ಲಿ ಗೃಹಲಕ್ಷ್ಮೀ ಬ್ಯಾಂಕ್ ಕೂಡ ಜನಪ್ರಿಯತೆ ಗಳಿಸಲು ಅಧಿಕಾರಿಗಳು ಶ್ರಮ ಪಡಬೇಕು. ಮೂರು ತಿಂಗಳಲ್ಲಿ ಜಿಲ್ಲಾ ಮಟ್ಟದ ಗೃಹಲಕ್ಷ್ಮೀ ಸೊಸೈಟಿಯನ್ನು ವಿಸ್ತರಣೆ ಮಾಡಲಾಗುವುದು ಎಂದು ಸಚಿವರು ಹೇಳಿದರು. ಗೃಹಲಕ್ಷ್ಮೀ ಸೊಸೈಟಿ ಮೂಲಕ ಮಹಿಳೆಯರಿಗೆ ಕಡಿಮೆ ಬಡ್ಡಿ ದರದಲ್ಲಿ ಸಾಲ ಸಿಗಲಿದೆ. ಸೊಸೈಟಿ ಯಶಸ್ವಿಗೆ ಎಲ್ಲರ ಸಹಕಾರ ಬೇಕು ಎಂದರು. ಎಲ್ಲರೂ ಪ್ರತಿ ತಿಂಗಳು ಮಹಿಳೆಯರಿಗೆ ಕನಿಷ್ಠ ಸಾಲ ಕೊಡಬೇಕು. ಗೃಹಲಕ್ಷ್ಮೀ ಯೋಜನೆಯ ಹಣದಿಂದ ಹಸು, ಹೆಣ್ಣು ಮಕ್ಕಳು, ಹಿರಿಯ ಮಹಿಳೆಯರು ಟಾರ್ಗೆಟ್ ಆಗುತ್ತಿದ್ದಾರೆ. ಇದನ್ನು ತಡೆಯಲು ಮುಂದಿನ ತಿಂಗಳುಗಳಲ್ಲಿ ಮನೆ ಮನೆಗೆ ತೆರಳಲಿದೆ, ಜನರಿಗೆ ಜಾಗೃತಿ ಮೂಡಿಸಲಿದೆ.: [630, 1095, 902, 1302]
